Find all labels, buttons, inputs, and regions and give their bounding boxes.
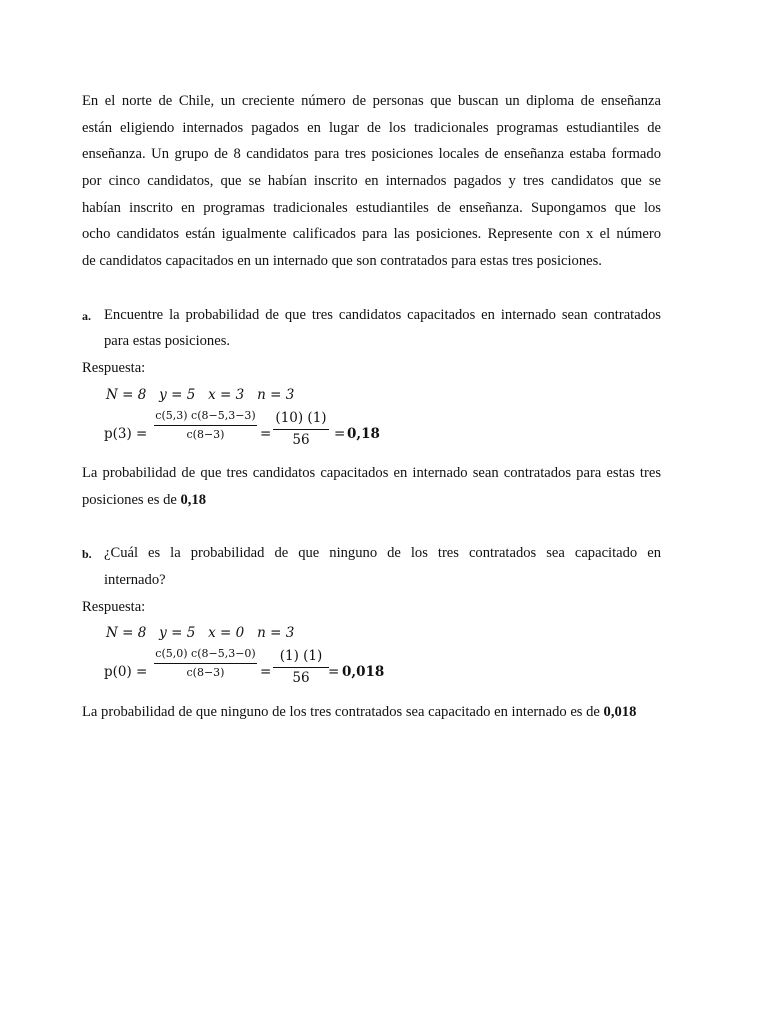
fraction-bar bbox=[273, 667, 329, 668]
question-a-result: 0,18 bbox=[347, 426, 380, 442]
question-b-fraction1 bbox=[154, 647, 257, 680]
question-a-fraction2 bbox=[273, 410, 329, 449]
intro-line: por cinco candidatos, que se habían inscrito en internados pagados y tres candidatos que se bbox=[82, 173, 661, 190]
intro-line: enseñanza. Un grupo de 8 candidatos para tres posiciones locales de enseñanza estaba formado bbox=[82, 146, 661, 163]
question-a-result-equals: = bbox=[334, 426, 346, 442]
question-b-answer-label: Respuesta: bbox=[82, 599, 146, 615]
intro-line: En el norte de Chile, un creciente número de personas que buscan un diploma de enseñanza bbox=[82, 93, 661, 109]
intro-paragraph bbox=[82, 88, 661, 275]
question-b-result-equals: = bbox=[328, 664, 340, 680]
question-b-fraction1-numerator: c(5,0) c(8−5,3−0) bbox=[155, 647, 256, 660]
question-a-lhs: p(3) = bbox=[104, 426, 148, 442]
fraction-bar bbox=[273, 429, 329, 430]
question-a-conclusion-line2 bbox=[82, 490, 206, 510]
question-b-lhs: p(0) = bbox=[104, 664, 148, 680]
intro-line: de candidatos capacitados en un internado que son contratados para estas tres posiciones. bbox=[82, 253, 602, 270]
question-a-conclusion-prefix: posiciones es de bbox=[82, 492, 181, 508]
question-b-conclusion-value: 0,018 bbox=[603, 704, 637, 720]
question-b-fraction2 bbox=[273, 648, 329, 687]
question-b-params: N = 8 y = 5 x = 0 n = 3 bbox=[106, 625, 295, 641]
question-a-conclusion-line1: La probabilidad de que tres candidatos capacitados en internado sean contratados para estas tres bbox=[82, 465, 661, 481]
question-a-label: a. bbox=[82, 309, 91, 323]
question-a-fraction1 bbox=[154, 409, 257, 442]
question-a-params: N = 8 y = 5 x = 3 n = 3 bbox=[106, 387, 295, 403]
intro-line: habían inscrito en programas tradicionales estudiantiles de enseñanza. Supongamos que los bbox=[82, 199, 661, 216]
question-a-line2: para estas posiciones. bbox=[104, 333, 231, 349]
question-b-label: b. bbox=[82, 547, 92, 561]
question-a-answer-label: Respuesta: bbox=[82, 360, 146, 376]
question-a-fraction2-denominator: 56 bbox=[292, 432, 310, 448]
intro-line: ocho candidatos están igualmente calificados para las posiciones. Represente con x el número bbox=[82, 226, 661, 243]
question-b-conclusion bbox=[82, 702, 636, 722]
question-b-fraction2-denominator: 56 bbox=[292, 670, 310, 686]
question-b-line2: internado? bbox=[104, 572, 166, 588]
fraction-bar bbox=[154, 425, 257, 426]
question-a-equals: = bbox=[260, 426, 272, 442]
question-a-conclusion-value: 0,18 bbox=[180, 492, 207, 508]
question-b-fraction2-numerator: (1) (1) bbox=[279, 648, 323, 664]
question-a-line1: Encuentre la probabilidad de que tres candidatos capacitados en internado sean contratados bbox=[104, 307, 661, 323]
question-b-conclusion-prefix: La probabilidad de que ninguno de los tres contratados sea capacitado en internado es de bbox=[82, 704, 604, 720]
question-b-fraction1-denominator: c(8−3) bbox=[186, 666, 225, 679]
question-a-fraction1-numerator: c(5,3) c(8−5,3−3) bbox=[155, 409, 256, 422]
question-b-result: 0,018 bbox=[342, 664, 385, 680]
fraction-bar bbox=[154, 663, 257, 664]
intro-line: están eligiendo internados pagados en lugar de los tradicionales programas estudiantiles de bbox=[82, 119, 661, 136]
question-b-equals: = bbox=[260, 664, 272, 680]
question-b-line1: ¿Cuál es la probabilidad de que ninguno de los tres contratados sea capacitado en bbox=[104, 545, 661, 561]
question-a-fraction1-denominator: c(8−3) bbox=[186, 428, 225, 441]
question-a-fraction2-numerator: (10) (1) bbox=[275, 410, 327, 426]
